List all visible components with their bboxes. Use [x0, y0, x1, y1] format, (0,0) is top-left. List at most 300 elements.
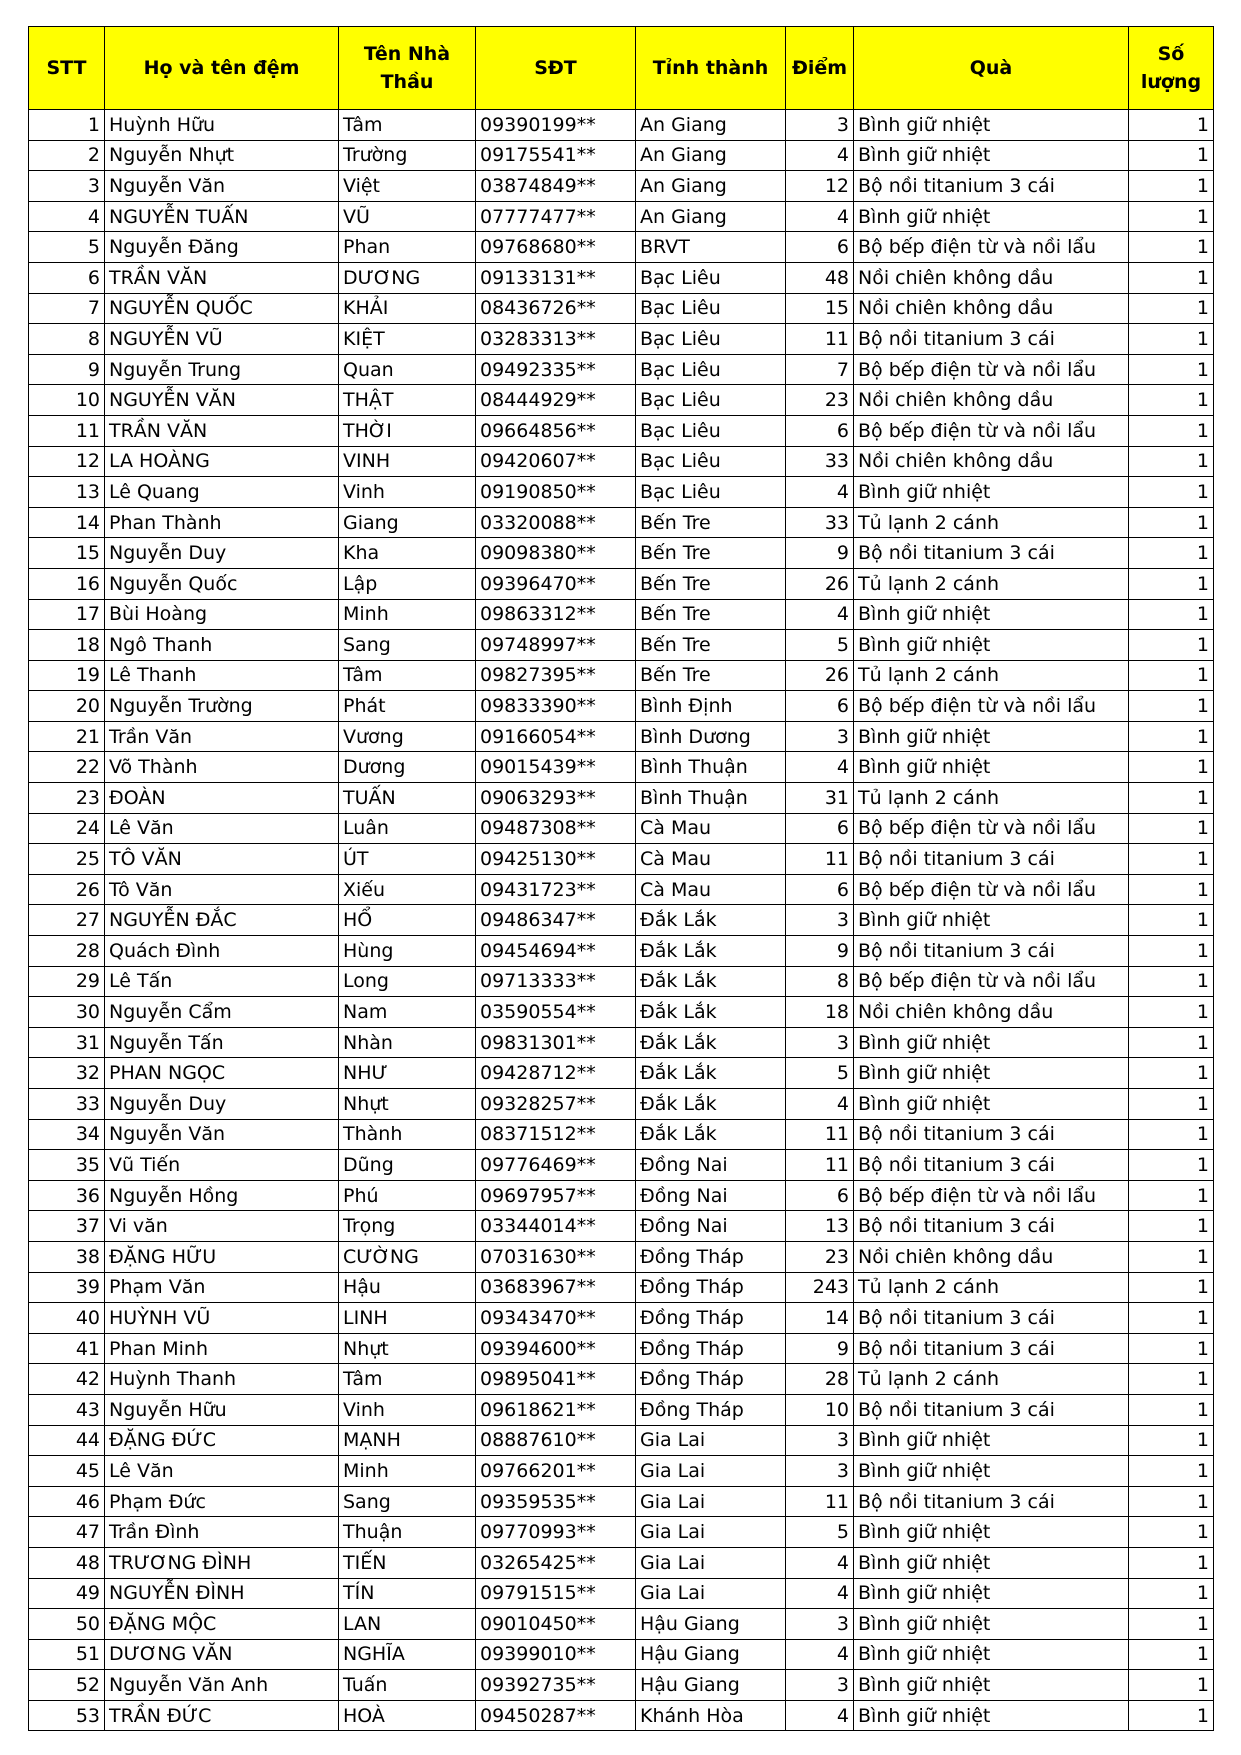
table-row: [29, 599, 1214, 630]
cell-ten-nha-thau: VINH: [339, 446, 476, 477]
cell-stt: 48: [29, 1547, 105, 1578]
cell-ten-nha-thau: Quan: [339, 354, 476, 385]
cell-diem: 7: [786, 354, 854, 385]
table-row: [29, 1150, 1214, 1181]
cell-stt: 15: [29, 538, 105, 569]
cell-qua: Bình giữ nhiệt: [854, 1027, 1129, 1058]
header-ten-nha-thau: Tên Nhà Thầu: [339, 27, 476, 110]
cell-ho-ten-dem: Nguyễn Tấn: [105, 1027, 339, 1058]
table-row: [29, 293, 1214, 324]
cell-diem: 4: [786, 477, 854, 508]
cell-qua: Bộ bếp điện từ và nồi lẩu: [854, 354, 1129, 385]
header-diem: Điểm: [786, 27, 854, 110]
table-row: [29, 477, 1214, 508]
cell-tinh-thanh: Hậu Giang: [636, 1609, 786, 1640]
cell-ho-ten-dem: Huỳnh Thanh: [105, 1364, 339, 1395]
cell-tinh-thanh: Cà Mau: [636, 813, 786, 844]
table-row: [29, 1119, 1214, 1150]
cell-so-luong: 1: [1129, 1425, 1214, 1456]
cell-ho-ten-dem: NGUYỄN VĂN: [105, 385, 339, 416]
header-stt: STT: [29, 27, 105, 110]
cell-sdt: 09827395**: [476, 660, 636, 691]
cell-sdt: 09425130**: [476, 844, 636, 875]
cell-so-luong: 1: [1129, 721, 1214, 752]
cell-qua: Bộ nồi titanium 3 cái: [854, 1150, 1129, 1181]
table-row: [29, 415, 1214, 446]
cell-tinh-thanh: Đồng Tháp: [636, 1272, 786, 1303]
cell-so-luong: 1: [1129, 324, 1214, 355]
cell-ten-nha-thau: TIẾN: [339, 1547, 476, 1578]
cell-so-luong: 1: [1129, 1058, 1214, 1089]
table-row: [29, 1547, 1214, 1578]
cell-stt: 9: [29, 354, 105, 385]
cell-stt: 25: [29, 844, 105, 875]
cell-so-luong: 1: [1129, 446, 1214, 477]
cell-qua: Tủ lạnh 2 cánh: [854, 783, 1129, 814]
cell-ten-nha-thau: THẬT: [339, 385, 476, 416]
cell-qua: Bình giữ nhiệt: [854, 630, 1129, 661]
cell-so-luong: 1: [1129, 905, 1214, 936]
cell-sdt: 09618621**: [476, 1394, 636, 1425]
cell-tinh-thanh: Gia Lai: [636, 1425, 786, 1456]
cell-ho-ten-dem: TRẦN VĂN: [105, 262, 339, 293]
cell-ho-ten-dem: Nguyễn Văn: [105, 1119, 339, 1150]
cell-so-luong: 1: [1129, 1150, 1214, 1181]
cell-tinh-thanh: Đồng Tháp: [636, 1333, 786, 1364]
cell-ten-nha-thau: Tâm: [339, 1364, 476, 1395]
cell-qua: Nồi chiên không dầu: [854, 293, 1129, 324]
cell-qua: Bình giữ nhiệt: [854, 1456, 1129, 1487]
cell-tinh-thanh: Bạc Liêu: [636, 477, 786, 508]
cell-so-luong: 1: [1129, 415, 1214, 446]
cell-ho-ten-dem: Nguyễn Trung: [105, 354, 339, 385]
cell-stt: 30: [29, 997, 105, 1028]
cell-diem: 4: [786, 599, 854, 630]
cell-diem: 10: [786, 1394, 854, 1425]
cell-qua: Bình giữ nhiệt: [854, 1578, 1129, 1609]
header-qua: Quà: [854, 27, 1129, 110]
cell-diem: 3: [786, 1456, 854, 1487]
cell-sdt: 09343470**: [476, 1303, 636, 1334]
cell-ho-ten-dem: Ngô Thanh: [105, 630, 339, 661]
cell-stt: 13: [29, 477, 105, 508]
cell-ho-ten-dem: Tô Văn: [105, 874, 339, 905]
cell-tinh-thanh: Bến Tre: [636, 568, 786, 599]
cell-so-luong: 1: [1129, 201, 1214, 232]
cell-ho-ten-dem: NGUYỄN ĐẮC: [105, 905, 339, 936]
table-row: [29, 1241, 1214, 1272]
cell-diem: 3: [786, 721, 854, 752]
cell-sdt: 03874849**: [476, 171, 636, 202]
cell-so-luong: 1: [1129, 140, 1214, 171]
cell-tinh-thanh: An Giang: [636, 171, 786, 202]
cell-ten-nha-thau: KHẢI: [339, 293, 476, 324]
cell-so-luong: 1: [1129, 691, 1214, 722]
cell-qua: Bình giữ nhiệt: [854, 1609, 1129, 1640]
cell-stt: 53: [29, 1700, 105, 1731]
cell-so-luong: 1: [1129, 1700, 1214, 1731]
table-row: [29, 721, 1214, 752]
cell-tinh-thanh: Gia Lai: [636, 1578, 786, 1609]
cell-ho-ten-dem: TRẦN VĂN: [105, 415, 339, 446]
cell-so-luong: 1: [1129, 1364, 1214, 1395]
cell-diem: 48: [786, 262, 854, 293]
cell-stt: 14: [29, 507, 105, 538]
cell-so-luong: 1: [1129, 1578, 1214, 1609]
cell-tinh-thanh: Đồng Tháp: [636, 1364, 786, 1395]
cell-stt: 5: [29, 232, 105, 263]
cell-stt: 36: [29, 1180, 105, 1211]
cell-diem: 18: [786, 997, 854, 1028]
cell-qua: Bộ nồi titanium 3 cái: [854, 324, 1129, 355]
table-row: [29, 354, 1214, 385]
cell-tinh-thanh: Đắk Lắk: [636, 1027, 786, 1058]
cell-sdt: 03320088**: [476, 507, 636, 538]
cell-so-luong: 1: [1129, 477, 1214, 508]
table-row: [29, 1180, 1214, 1211]
cell-diem: 6: [786, 691, 854, 722]
cell-tinh-thanh: Bạc Liêu: [636, 324, 786, 355]
header-sdt: SĐT: [476, 27, 636, 110]
cell-stt: 8: [29, 324, 105, 355]
cell-so-luong: 1: [1129, 1670, 1214, 1701]
cell-sdt: 09492335**: [476, 354, 636, 385]
cell-ho-ten-dem: NGUYỄN QUỐC: [105, 293, 339, 324]
cell-ho-ten-dem: Võ Thành: [105, 752, 339, 783]
cell-diem: 31: [786, 783, 854, 814]
cell-sdt: 08436726**: [476, 293, 636, 324]
cell-sdt: 09328257**: [476, 1089, 636, 1120]
cell-sdt: 09664856**: [476, 415, 636, 446]
cell-tinh-thanh: Hậu Giang: [636, 1639, 786, 1670]
cell-ten-nha-thau: MẠNH: [339, 1425, 476, 1456]
cell-so-luong: 1: [1129, 232, 1214, 263]
cell-diem: 3: [786, 1670, 854, 1701]
cell-diem: 3: [786, 110, 854, 141]
cell-qua: Tủ lạnh 2 cánh: [854, 660, 1129, 691]
cell-diem: 6: [786, 232, 854, 263]
cell-qua: Bình giữ nhiệt: [854, 1670, 1129, 1701]
table-row: [29, 936, 1214, 967]
cell-diem: 4: [786, 752, 854, 783]
cell-qua: Bộ nồi titanium 3 cái: [854, 1211, 1129, 1242]
cell-tinh-thanh: Đắk Lắk: [636, 905, 786, 936]
cell-qua: Bình giữ nhiệt: [854, 721, 1129, 752]
cell-sdt: 07777477**: [476, 201, 636, 232]
cell-diem: 6: [786, 415, 854, 446]
table-row: [29, 201, 1214, 232]
cell-sdt: 03683967**: [476, 1272, 636, 1303]
cell-sdt: 09390199**: [476, 110, 636, 141]
cell-sdt: 09399010**: [476, 1639, 636, 1670]
table-row: [29, 1089, 1214, 1120]
cell-ten-nha-thau: Phú: [339, 1180, 476, 1211]
cell-tinh-thanh: An Giang: [636, 140, 786, 171]
cell-ten-nha-thau: LAN: [339, 1609, 476, 1640]
cell-so-luong: 1: [1129, 936, 1214, 967]
cell-so-luong: 1: [1129, 1456, 1214, 1487]
cell-qua: Bình giữ nhiệt: [854, 1547, 1129, 1578]
cell-ho-ten-dem: Nguyễn Hồng: [105, 1180, 339, 1211]
table-row: [29, 905, 1214, 936]
cell-diem: 8: [786, 966, 854, 997]
cell-sdt: 09063293**: [476, 783, 636, 814]
cell-ho-ten-dem: Trần Văn: [105, 721, 339, 752]
cell-tinh-thanh: Bến Tre: [636, 660, 786, 691]
cell-qua: Bộ bếp điện từ và nồi lẩu: [854, 966, 1129, 997]
table-row: [29, 1333, 1214, 1364]
cell-sdt: 09833390**: [476, 691, 636, 722]
cell-qua: Bình giữ nhiệt: [854, 477, 1129, 508]
cell-tinh-thanh: Đồng Nai: [636, 1180, 786, 1211]
cell-ho-ten-dem: PHAN NGỌC: [105, 1058, 339, 1089]
cell-ten-nha-thau: TÍN: [339, 1578, 476, 1609]
cell-stt: 27: [29, 905, 105, 936]
cell-ten-nha-thau: Thành: [339, 1119, 476, 1150]
cell-ten-nha-thau: Sang: [339, 1486, 476, 1517]
cell-sdt: 07031630**: [476, 1241, 636, 1272]
cell-ho-ten-dem: ĐẶNG MỘC: [105, 1609, 339, 1640]
cell-qua: Bình giữ nhiệt: [854, 140, 1129, 171]
cell-sdt: 09748997**: [476, 630, 636, 661]
cell-diem: 11: [786, 1119, 854, 1150]
cell-so-luong: 1: [1129, 1211, 1214, 1242]
table-row: [29, 110, 1214, 141]
cell-qua: Bộ nồi titanium 3 cái: [854, 1486, 1129, 1517]
cell-tinh-thanh: Bình Thuận: [636, 752, 786, 783]
cell-diem: 33: [786, 507, 854, 538]
cell-ten-nha-thau: TUẤN: [339, 783, 476, 814]
cell-qua: Bộ nồi titanium 3 cái: [854, 1394, 1129, 1425]
table-row: [29, 1303, 1214, 1334]
cell-stt: 39: [29, 1272, 105, 1303]
cell-so-luong: 1: [1129, 110, 1214, 141]
cell-ten-nha-thau: ÚT: [339, 844, 476, 875]
cell-tinh-thanh: Gia Lai: [636, 1486, 786, 1517]
cell-ten-nha-thau: Thuận: [339, 1517, 476, 1548]
cell-ten-nha-thau: Dũng: [339, 1150, 476, 1181]
cell-sdt: 09392735**: [476, 1670, 636, 1701]
cell-sdt: 09831301**: [476, 1027, 636, 1058]
cell-diem: 26: [786, 568, 854, 599]
cell-ho-ten-dem: TÔ VĂN: [105, 844, 339, 875]
cell-sdt: 09454694**: [476, 936, 636, 967]
cell-stt: 19: [29, 660, 105, 691]
cell-qua: Bình giữ nhiệt: [854, 110, 1129, 141]
cell-ten-nha-thau: Trường: [339, 140, 476, 171]
cell-sdt: 09428712**: [476, 1058, 636, 1089]
table-row: [29, 1609, 1214, 1640]
cell-ho-ten-dem: Nguyễn Cẩm: [105, 997, 339, 1028]
cell-so-luong: 1: [1129, 354, 1214, 385]
cell-so-luong: 1: [1129, 844, 1214, 875]
cell-stt: 3: [29, 171, 105, 202]
cell-stt: 22: [29, 752, 105, 783]
cell-stt: 12: [29, 446, 105, 477]
cell-tinh-thanh: Bến Tre: [636, 538, 786, 569]
cell-diem: 23: [786, 385, 854, 416]
cell-diem: 23: [786, 1241, 854, 1272]
cell-tinh-thanh: Đồng Nai: [636, 1211, 786, 1242]
cell-diem: 11: [786, 844, 854, 875]
cell-sdt: 08444929**: [476, 385, 636, 416]
cell-sdt: 09010450**: [476, 1609, 636, 1640]
winners-table: [28, 26, 1214, 1731]
cell-tinh-thanh: BRVT: [636, 232, 786, 263]
cell-tinh-thanh: Đắk Lắk: [636, 936, 786, 967]
cell-ten-nha-thau: Luân: [339, 813, 476, 844]
cell-tinh-thanh: Bình Định: [636, 691, 786, 722]
cell-diem: 5: [786, 1058, 854, 1089]
cell-qua: Bộ nồi titanium 3 cái: [854, 1303, 1129, 1334]
cell-qua: Nồi chiên không dầu: [854, 262, 1129, 293]
cell-ten-nha-thau: Hậu: [339, 1272, 476, 1303]
cell-sdt: 09713333**: [476, 966, 636, 997]
cell-ten-nha-thau: Long: [339, 966, 476, 997]
cell-ten-nha-thau: NGHĨA: [339, 1639, 476, 1670]
cell-ho-ten-dem: Lê Văn: [105, 1456, 339, 1487]
cell-ten-nha-thau: Nhựt: [339, 1333, 476, 1364]
cell-stt: 20: [29, 691, 105, 722]
cell-ten-nha-thau: Lập: [339, 568, 476, 599]
cell-so-luong: 1: [1129, 1180, 1214, 1211]
table-row: [29, 1700, 1214, 1731]
table-row: [29, 1456, 1214, 1487]
table-row: [29, 630, 1214, 661]
cell-ho-ten-dem: NGUYỄN TUẤN: [105, 201, 339, 232]
cell-so-luong: 1: [1129, 1333, 1214, 1364]
cell-so-luong: 1: [1129, 171, 1214, 202]
cell-ten-nha-thau: Minh: [339, 1456, 476, 1487]
cell-qua: Bộ nồi titanium 3 cái: [854, 538, 1129, 569]
cell-sdt: 08371512**: [476, 1119, 636, 1150]
table-row: [29, 1027, 1214, 1058]
table-row: [29, 783, 1214, 814]
table-row: [29, 844, 1214, 875]
cell-stt: 37: [29, 1211, 105, 1242]
cell-diem: 4: [786, 1639, 854, 1670]
cell-ten-nha-thau: Vinh: [339, 477, 476, 508]
cell-qua: Nồi chiên không dầu: [854, 1241, 1129, 1272]
cell-stt: 16: [29, 568, 105, 599]
cell-qua: Bình giữ nhiệt: [854, 752, 1129, 783]
cell-so-luong: 1: [1129, 813, 1214, 844]
cell-stt: 26: [29, 874, 105, 905]
table-row: [29, 1394, 1214, 1425]
cell-ho-ten-dem: TRƯƠNG ĐÌNH: [105, 1547, 339, 1578]
cell-stt: 51: [29, 1639, 105, 1670]
cell-diem: 6: [786, 1180, 854, 1211]
cell-stt: 41: [29, 1333, 105, 1364]
cell-tinh-thanh: Cà Mau: [636, 844, 786, 875]
cell-stt: 4: [29, 201, 105, 232]
cell-qua: Tủ lạnh 2 cánh: [854, 507, 1129, 538]
cell-ten-nha-thau: Phát: [339, 691, 476, 722]
cell-qua: Bình giữ nhiệt: [854, 599, 1129, 630]
cell-ten-nha-thau: Tâm: [339, 110, 476, 141]
cell-diem: 9: [786, 538, 854, 569]
cell-sdt: 09133131**: [476, 262, 636, 293]
cell-sdt: 03265425**: [476, 1547, 636, 1578]
cell-tinh-thanh: Đồng Tháp: [636, 1394, 786, 1425]
cell-ten-nha-thau: VŨ: [339, 201, 476, 232]
cell-ho-ten-dem: Phan Thành: [105, 507, 339, 538]
cell-tinh-thanh: An Giang: [636, 110, 786, 141]
cell-ho-ten-dem: Nguyễn Hữu: [105, 1394, 339, 1425]
cell-diem: 11: [786, 324, 854, 355]
table-row: [29, 997, 1214, 1028]
cell-tinh-thanh: Đồng Tháp: [636, 1303, 786, 1334]
cell-stt: 38: [29, 1241, 105, 1272]
table-row: [29, 232, 1214, 263]
cell-diem: 12: [786, 171, 854, 202]
cell-stt: 24: [29, 813, 105, 844]
table-row: [29, 691, 1214, 722]
cell-ho-ten-dem: Huỳnh Hữu: [105, 110, 339, 141]
cell-qua: Tủ lạnh 2 cánh: [854, 568, 1129, 599]
cell-qua: Bộ bếp điện từ và nồi lẩu: [854, 813, 1129, 844]
cell-tinh-thanh: Bạc Liêu: [636, 354, 786, 385]
table-row: [29, 1211, 1214, 1242]
table-body: [29, 110, 1214, 1731]
table-row: [29, 1272, 1214, 1303]
cell-diem: 3: [786, 1609, 854, 1640]
cell-so-luong: 1: [1129, 874, 1214, 905]
cell-sdt: 09863312**: [476, 599, 636, 630]
cell-ten-nha-thau: Nhàn: [339, 1027, 476, 1058]
cell-qua: Bộ nồi titanium 3 cái: [854, 1119, 1129, 1150]
table-row: [29, 1517, 1214, 1548]
cell-diem: 26: [786, 660, 854, 691]
cell-stt: 42: [29, 1364, 105, 1395]
cell-so-luong: 1: [1129, 1089, 1214, 1120]
cell-sdt: 09420607**: [476, 446, 636, 477]
table-row: [29, 385, 1214, 416]
cell-tinh-thanh: Đắk Lắk: [636, 997, 786, 1028]
cell-ten-nha-thau: Kha: [339, 538, 476, 569]
cell-tinh-thanh: Bạc Liêu: [636, 293, 786, 324]
cell-sdt: 03344014**: [476, 1211, 636, 1242]
cell-qua: Nồi chiên không dầu: [854, 997, 1129, 1028]
cell-so-luong: 1: [1129, 293, 1214, 324]
cell-qua: Bình giữ nhiệt: [854, 1425, 1129, 1456]
cell-diem: 33: [786, 446, 854, 477]
cell-stt: 28: [29, 936, 105, 967]
header-row: [29, 27, 1214, 110]
cell-ho-ten-dem: Bùi Hoàng: [105, 599, 339, 630]
cell-stt: 45: [29, 1456, 105, 1487]
cell-sdt: 09190850**: [476, 477, 636, 508]
cell-ten-nha-thau: Vinh: [339, 1394, 476, 1425]
cell-ten-nha-thau: KIỆT: [339, 324, 476, 355]
cell-tinh-thanh: An Giang: [636, 201, 786, 232]
cell-qua: Bình giữ nhiệt: [854, 905, 1129, 936]
cell-tinh-thanh: Đắk Lắk: [636, 1089, 786, 1120]
cell-qua: Bình giữ nhiệt: [854, 1639, 1129, 1670]
table-row: [29, 1578, 1214, 1609]
cell-sdt: 09487308**: [476, 813, 636, 844]
cell-sdt: 09175541**: [476, 140, 636, 171]
cell-ho-ten-dem: Phan Minh: [105, 1333, 339, 1364]
cell-sdt: 09166054**: [476, 721, 636, 752]
cell-stt: 49: [29, 1578, 105, 1609]
cell-sdt: 09431723**: [476, 874, 636, 905]
cell-sdt: 09394600**: [476, 1333, 636, 1364]
cell-so-luong: 1: [1129, 1394, 1214, 1425]
table-row: [29, 140, 1214, 171]
header-so-luong: Số lượng: [1129, 27, 1214, 110]
cell-ten-nha-thau: HỔ: [339, 905, 476, 936]
